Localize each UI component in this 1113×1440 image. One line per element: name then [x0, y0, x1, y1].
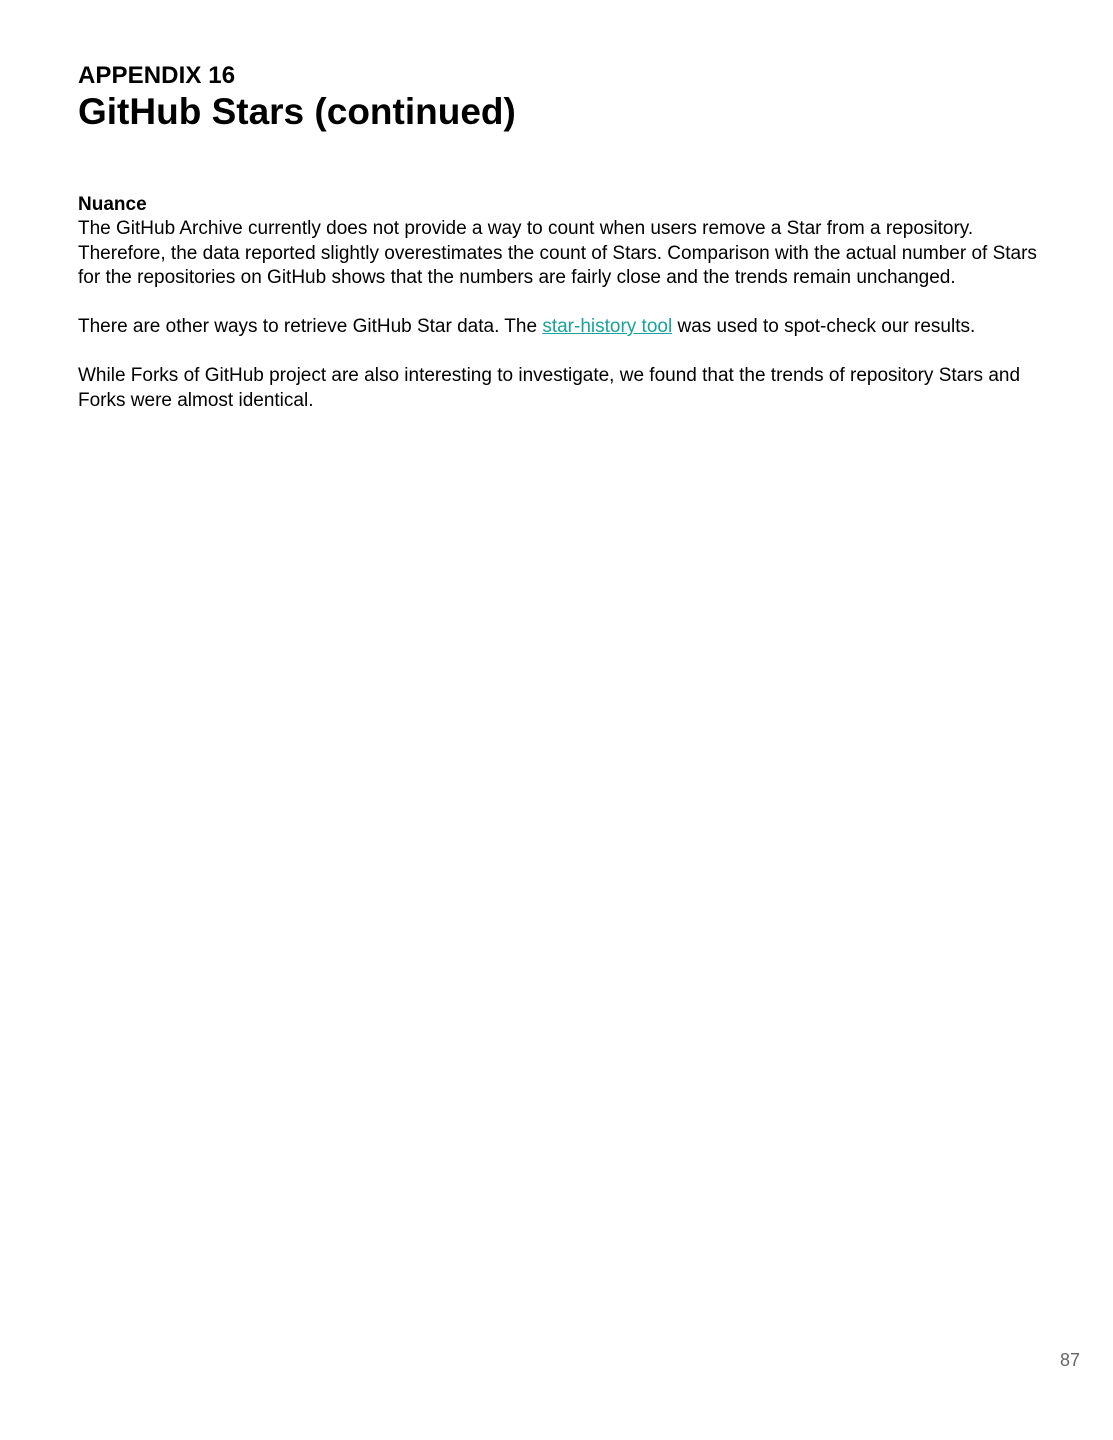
paragraph-forks: While Forks of GitHub project are also interesting to investigate, we found that the trends of repository Stars and Forks were almost identical.	[78, 365, 1021, 411]
appendix-label: APPENDIX 16	[78, 62, 236, 89]
star-history-tool-link[interactable]: star-history tool	[542, 316, 673, 337]
page-title: GitHub Stars (continued)	[78, 91, 516, 132]
paragraph-text-before-link: There are other ways to retrieve GitHub Star data. The	[78, 316, 543, 337]
section-heading: Nuance	[78, 194, 147, 215]
page-content	[78, 62, 1038, 413]
nuance-section	[78, 193, 1038, 413]
paragraph-star-history	[78, 315, 1038, 340]
paragraph-text-after-link: was used to spot-check our results.	[672, 316, 976, 337]
paragraph-archive-limitation: The GitHub Archive currently does not provide a way to count when users remove a Star from a repository. Therefore, the data reported slightly overestimates the count of Stars. Comparison with the actual number of Stars for the repositories on GitHub shows that the numbers are fairly close and the trends remain unchanged.	[78, 218, 1037, 288]
page-number: 87	[1059, 1350, 1080, 1370]
